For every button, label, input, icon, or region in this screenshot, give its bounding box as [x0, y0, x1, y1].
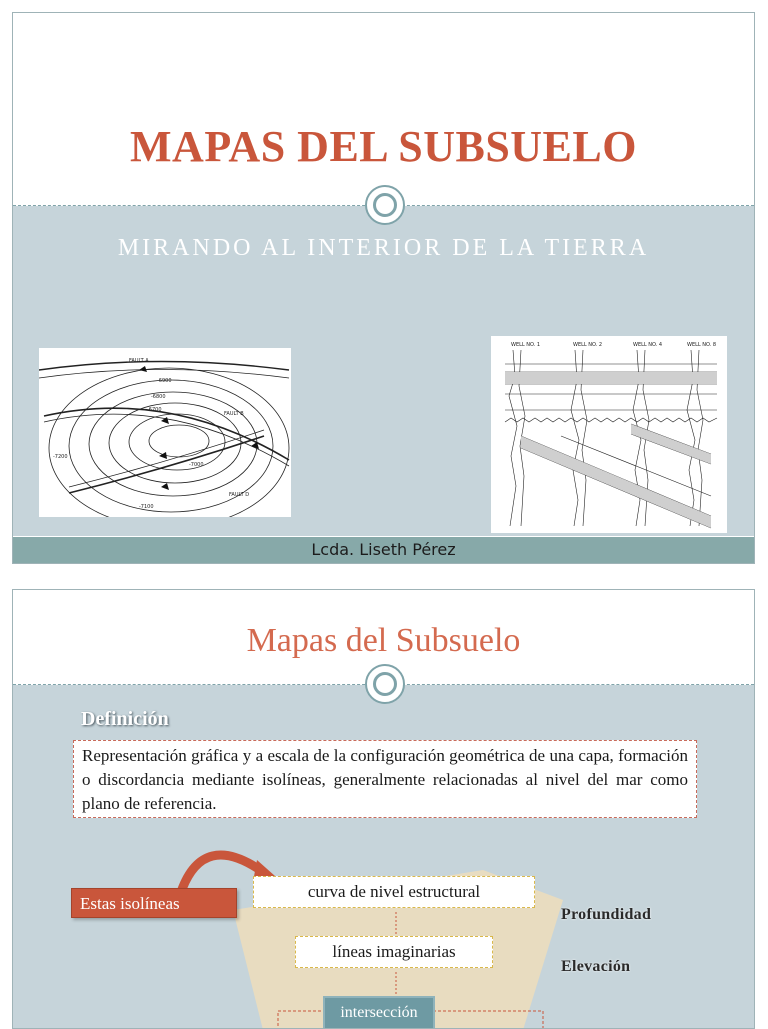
well-label: WELL NO. 4 — [633, 342, 663, 348]
well-log-image — [491, 336, 727, 533]
slide-subtitle: MIRANDO AL INTERIOR DE LA TIERRA — [117, 235, 650, 261]
label-elevacion: Elevación — [561, 958, 631, 975]
title-slide — [12, 12, 755, 564]
curved-arrow-icon — [181, 855, 263, 892]
well-label: WELL NO. 8 — [687, 342, 717, 348]
map-label: FAULT A — [129, 358, 149, 364]
slide-title: MAPAS DEL SUBSUELO — [130, 122, 637, 171]
slide-title: Mapas del Subsuelo — [246, 622, 521, 659]
box-lineas-imaginarias: líneas imaginarias — [295, 936, 493, 968]
definition-heading: Definición — [81, 708, 169, 730]
map-label: -7000 — [189, 462, 204, 468]
isolines-label: Estas isolíneas — [71, 888, 237, 918]
well-label: WELL NO. 1 — [511, 342, 541, 348]
contour-map-drawing — [39, 348, 291, 517]
map-label: FAULT B — [224, 411, 244, 417]
map-label: -6700 — [147, 407, 162, 413]
map-label: -6800 — [151, 394, 166, 400]
well-log-drawing — [491, 336, 727, 533]
well-label: WELL NO. 2 — [573, 342, 603, 348]
label-profundidad: Profundidad — [561, 906, 652, 923]
definition-text: Representación gráfica y a escala de la configuración geométrica de una capa, formación o discordancia mediante isolíneas, generalmente relacionadas al nivel del mar como plano de referencia. — [73, 740, 697, 818]
ring-ornament-icon — [365, 185, 405, 225]
map-label: -7200 — [53, 454, 68, 460]
contour-map-image — [39, 348, 291, 517]
map-label: -6900 — [157, 378, 172, 384]
definition-slide — [12, 589, 755, 1029]
map-label: FAULT D — [229, 492, 250, 498]
map-label: -7100 — [139, 504, 154, 510]
ring-ornament-icon — [365, 664, 405, 704]
box-curva-nivel: curva de nivel estructural — [253, 876, 535, 908]
box-interseccion: intersección — [323, 996, 435, 1029]
author-bar: Lcda. Liseth Pérez — [13, 537, 754, 563]
